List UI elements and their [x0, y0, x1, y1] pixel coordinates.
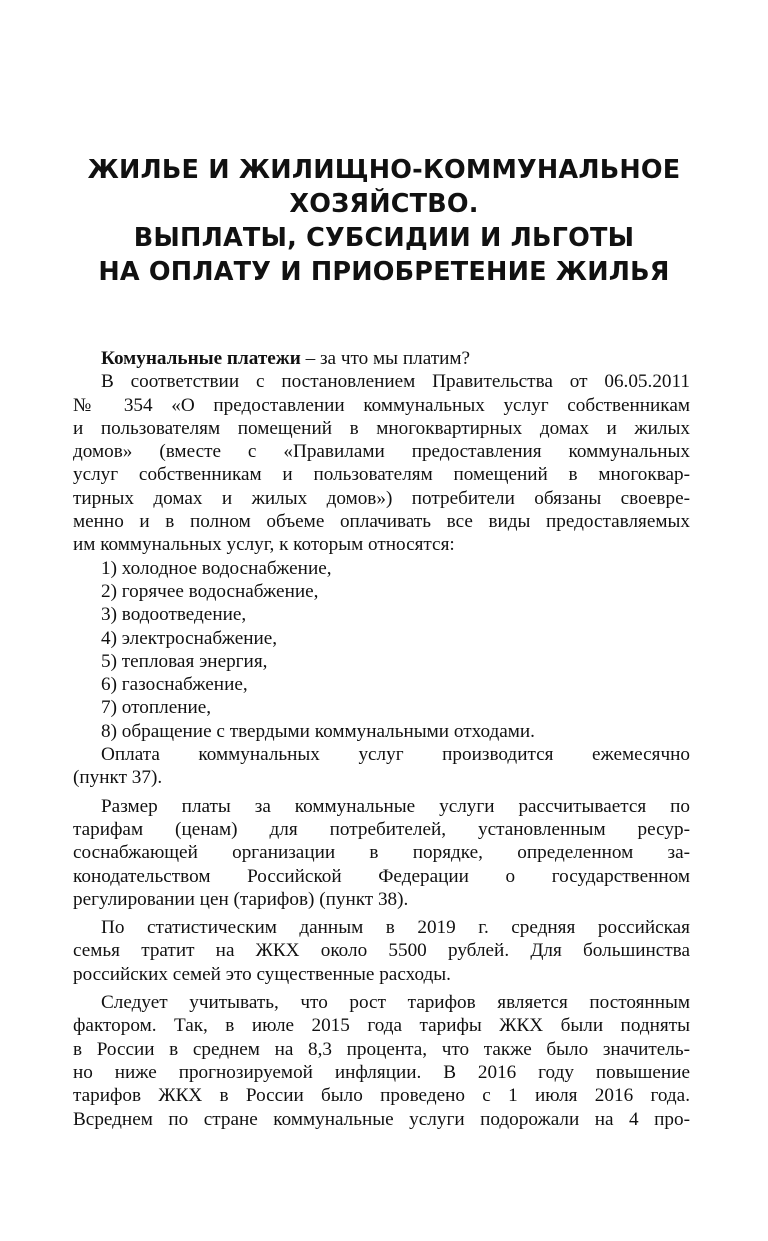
section-heading-term: Комунальные платежи — [101, 348, 301, 369]
paragraph-line: домов» (вместе с «Правилами предоставления коммунальных — [73, 441, 690, 463]
list-item: 6) газоснабжение, — [101, 674, 248, 696]
list-item: 1) холодное водоснабжение, — [101, 557, 332, 579]
paragraph-line: соснабжающей организации в порядке, определенном за- — [73, 842, 690, 864]
paragraph-line: услуг собственникам и пользователям помещений в многоквар- — [73, 464, 690, 486]
paragraph-line: семья тратит на ЖКХ около 5500 рублей. Для большинства — [73, 940, 690, 962]
paragraph-line: им коммунальных услуг, к которым относятся: — [73, 534, 455, 556]
paragraph-monthly-payment — [73, 743, 690, 790]
list-item: 3) водоотведение, — [101, 604, 247, 626]
paragraph-tariffs — [73, 795, 690, 911]
paragraph-line: (пункт 37). — [73, 767, 163, 789]
paragraph-line: Всреднем по стране коммунальные услуги подорожали на 4 про- — [73, 1108, 690, 1130]
paragraph-statistics — [73, 916, 690, 986]
list-item: 7) отопление, — [101, 697, 212, 719]
paragraph-tariff-growth — [73, 991, 690, 1131]
paragraph-line: фактором. Так, в июле 2015 года тарифы ЖКХ были подняты — [73, 1015, 690, 1037]
paragraph-line: № 354 «О предоставлении коммунальных услуг собственникам — [73, 394, 690, 416]
body-text — [73, 347, 690, 1131]
paragraph-line: Следует учитывать, что рост тарифов является постоянным — [101, 992, 690, 1014]
paragraph-line: тарифам (ценам) для потребителей, установленным ресур- — [73, 818, 690, 840]
paragraph-line: Оплата коммунальных услуг производится ежемесячно — [101, 744, 690, 766]
list-item: 2) горячее водоснабжение, — [101, 580, 319, 602]
paragraph-line: менно и в полном объеме оплачивать все виды предоставляемых — [73, 511, 690, 533]
paragraph-line: и пользователям помещений в многоквартирных домах и жилых — [73, 417, 690, 439]
paragraph-line: Размер платы за коммунальные услуги рассчитывается по — [101, 795, 690, 817]
paragraph-line: в России в среднем на 8,3 процента, что также было значитель- — [73, 1038, 690, 1060]
list-item: 4) электроснабжение, — [101, 627, 278, 649]
list-item: 5) тепловая энергия, — [101, 650, 268, 672]
section-heading — [73, 347, 690, 370]
section-heading-rest: – за что мы платим? — [300, 348, 471, 369]
paragraph-line: тирных домах и жилых домов») потребители обязаны своевре- — [73, 487, 690, 509]
paragraph-line: тарифов ЖКХ в России было проведено с 1 июля 2016 года. — [73, 1085, 690, 1107]
paragraph-line: регулировании цен (тарифов) (пункт 38). — [73, 888, 409, 910]
paragraph-line: По статистическим данным в 2019 г. средняя российская — [101, 917, 690, 939]
paragraph-regulation — [73, 370, 690, 556]
chapter-title-line: ЖИЛЬЕ И ЖИЛИЩНО-КОММУНАЛЬНОЕ — [87, 155, 681, 185]
section-heading-line — [73, 347, 690, 370]
chapter-title-line: ХОЗЯЙСТВО. — [289, 189, 479, 219]
chapter-title-line: ВЫПЛАТЫ, СУБСИДИИ И ЛЬГОТЫ — [133, 223, 635, 253]
paragraph-line: конодательством Российской Федерации о государственном — [73, 865, 690, 887]
paragraph-line: В соответствии с постановлением Правительства от 06.05.2011 — [101, 371, 690, 393]
chapter-title — [40, 153, 728, 289]
paragraph-line: но ниже прогнозируемой инфляции. В 2016 году повышение — [73, 1061, 690, 1083]
list-item: 8) обращение с твердыми коммунальными отходами. — [101, 720, 535, 742]
services-list — [73, 557, 690, 743]
chapter-title-line: НА ОПЛАТУ И ПРИОБРЕТЕНИЕ ЖИЛЬЯ — [98, 257, 670, 287]
paragraph-line: российских семей это существенные расходы. — [73, 963, 451, 985]
